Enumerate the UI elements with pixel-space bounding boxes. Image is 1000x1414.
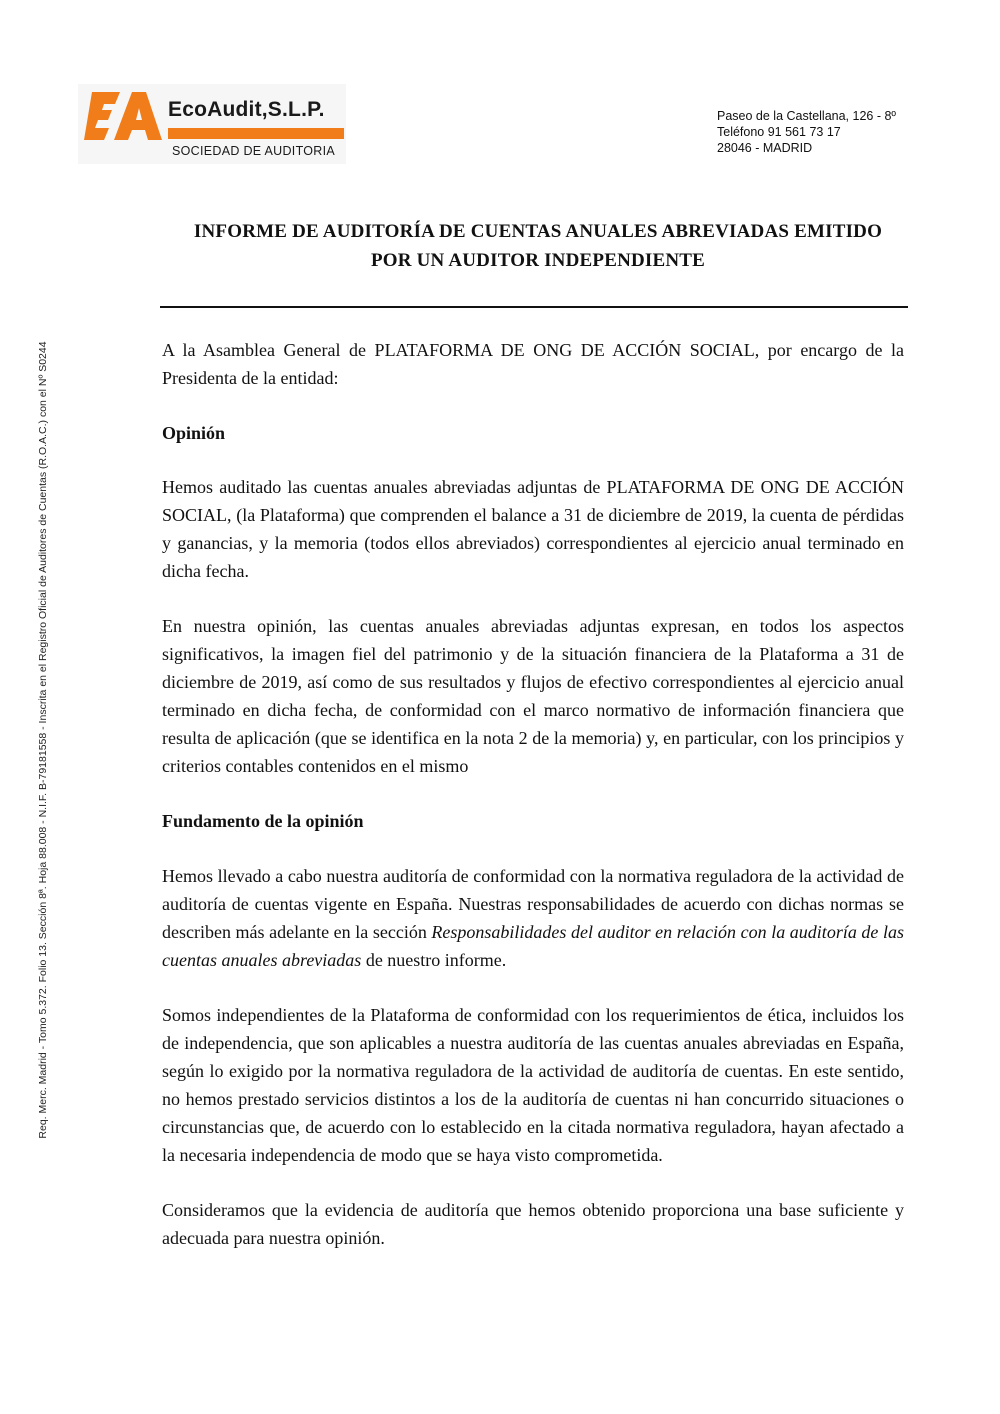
section-heading-opinion: Opinión — [162, 423, 226, 443]
opinion-paragraph-1: Hemos auditado las cuentas anuales abreviadas adjuntas de PLATAFORMA DE ONG DE ACCIÓN SOCIAL, (la Plataforma) que comprenden el balance a 31 de diciembre de 2019, la cuenta de pérdidas y ganancias, y la memoria (todos ellos abreviados) correspondientes al ejercicio anual terminado en dicha fecha. — [162, 477, 904, 581]
title-line-1: INFORME DE AUDITORÍA DE CUENTAS ANUALES ABREVIADAS EMITIDO — [193, 221, 883, 242]
report-body — [162, 336, 904, 1252]
basis-paragraph-3: Consideramos que la evidencia de auditoría que hemos obtenido proporciona una base suficiente y adecuada para nuestra opinión. — [162, 1200, 904, 1248]
basis-paragraph-1-end: de nuestro informe. — [361, 950, 507, 970]
report-title — [160, 217, 916, 275]
intro-paragraph: A la Asamblea General de PLATAFORMA DE ONG DE ACCIÓN SOCIAL, por encargo de la Presidenta de la entidad: — [162, 340, 904, 388]
logo-accent-bar — [168, 128, 344, 139]
company-name: EcoAudit,S.L.P. — [168, 98, 325, 121]
basis-paragraph-2: Somos independientes de la Plataforma de conformidad con los requerimientos de ética, incluidos los de independencia, que son aplicables a nuestra auditoría de las cuentas anuales abreviadas en España, según lo exigido por la normativa reguladora de la actividad de auditoría de cuentas. En este sentido, no hemos prestado servicios distintos a los de la auditoría de cuentas ni han concurrido situaciones o circunstancias que, de acuerdo con lo establecido en la citada normativa reguladora, hayan afectado a la necesaria independencia de modo que se haya visto comprometida. — [162, 1005, 904, 1165]
company-address — [717, 108, 896, 156]
phone-line: Teléfono 91 561 73 17 — [717, 125, 841, 139]
opinion-paragraph-2: En nuestra opinión, las cuentas anuales abreviadas adjuntas expresan, en todos los aspectos significativos, la imagen fiel del patrimonio y de la situación financiera de la Plataforma a 31 de diciembre de 2019, así como de sus resultados y flujos de efectivo correspondientes al ejercicio anual terminado en dicha fecha, de conformidad con el marco normativo de información financiera que resulta de aplicación (que se identifica en la nota 2 de la memoria) y, en particular, con los principios y criterios contables contenidos en el mismo — [162, 616, 904, 776]
company-tagline: SOCIEDAD DE AUDITORIA — [172, 144, 336, 158]
company-logo — [78, 84, 346, 164]
basis-paragraph-1-start: Hemos llevado a cabo nuestra auditoría de conformidad con la normativa reguladora de la actividad de auditoría de cuentas vigente en España. Nuestras responsabilidades de acuerdo con dichas normas se describen más adelante en la sección — [162, 866, 904, 942]
title-line-2: POR UN AUDITOR INDEPENDIENTE — [370, 250, 706, 271]
ea-logo-icon — [82, 88, 164, 148]
address-line: Paseo de la Castellana, 126 - 8º — [717, 109, 896, 123]
city-line: 28046 - MADRID — [717, 141, 813, 155]
title-divider — [160, 306, 908, 308]
basis-paragraph-1-italic: Responsabilidades del auditor en relación con la auditoría de las cuentas anuales abreviadas — [162, 922, 904, 970]
basis-paragraph-1 — [162, 862, 904, 974]
registry-side-note: Req. Merc. Madrid - Tomo 5.372. Folio 13. Sección 8ª. Hoja 88.008 - N.I.F. B-79181558 - Inscrita en el Registro Oficial de Auditores de Cuentas (R.O.A.C.) con el Nº S0244 — [37, 341, 49, 1139]
section-heading-basis: Fundamento de la opinión — [162, 811, 364, 831]
